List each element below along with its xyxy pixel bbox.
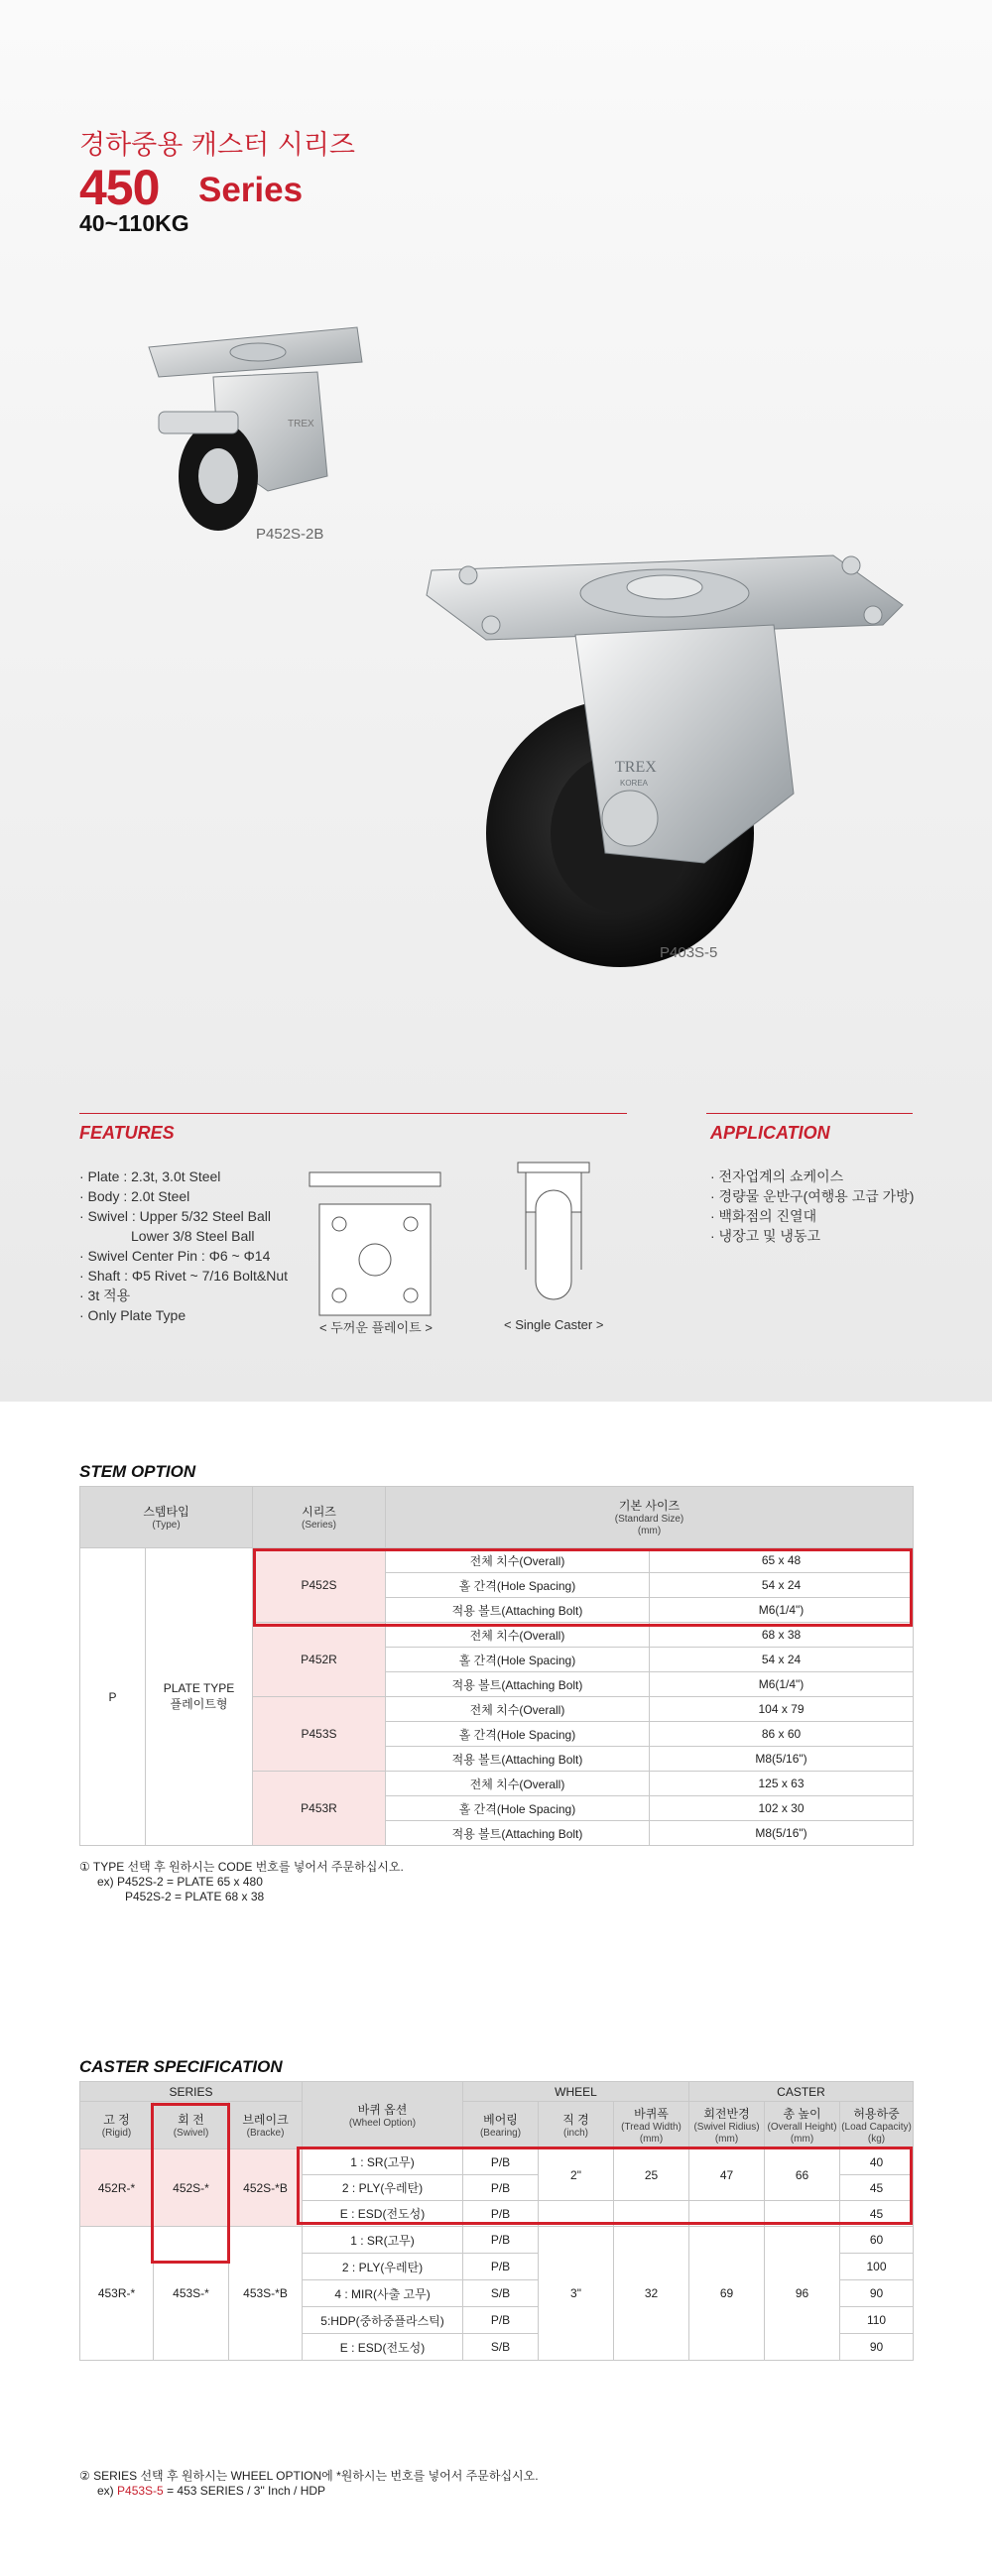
stem-size-header: 기본 사이즈 (Standard Size) (mm)	[386, 1487, 914, 1548]
stem-dimension-label: 적용 볼트(Attaching Bolt)	[386, 1821, 650, 1846]
feature-item: · Shaft : Φ5 Rivet ~ 7/16 Bolt&Nut	[79, 1268, 288, 1284]
brake-header: 브레이크 (Bracke)	[229, 2102, 303, 2149]
load-capacity-value: 40	[840, 2149, 914, 2175]
stem-series-code: P453R	[253, 1772, 386, 1846]
wheel-option: 2 : PLY(우레탄)	[303, 2254, 463, 2280]
stem-dimension-label: 전체 치수(Overall)	[386, 1548, 650, 1573]
bearing-value: P/B	[463, 2307, 539, 2334]
load-range: 40~110KG	[79, 210, 189, 236]
load-capacity-value: 100	[840, 2254, 914, 2280]
swivel-highlight-box	[151, 2103, 230, 2264]
feature-item: · Plate : 2.3t, 3.0t Steel	[79, 1168, 221, 1184]
stem-type-header: 스템타입 (Type)	[80, 1487, 253, 1548]
stem-dimension-label: 전체 치수(Overall)	[386, 1697, 650, 1722]
tread-value: 32	[614, 2227, 689, 2361]
feature-item: · Body : 2.0t Steel	[79, 1188, 190, 1204]
feature-item: · Only Plate Type	[79, 1307, 186, 1323]
load-capacity-value: 110	[840, 2307, 914, 2334]
application-item: · 경량물 운반구(여행용 고급 가방)	[710, 1188, 915, 1204]
plate-diagram-caption: < 두꺼운 플레이트 >	[319, 1320, 433, 1335]
stem-dimension-label: 적용 볼트(Attaching Bolt)	[386, 1672, 650, 1697]
stem-dimension-label: 전체 치수(Overall)	[386, 1772, 650, 1796]
stem-series-code: P453S	[253, 1697, 386, 1772]
application-item: · 냉장고 및 냉동고	[710, 1228, 820, 1244]
stem-dimension-label: 홀 간격(Hole Spacing)	[386, 1722, 650, 1747]
overall-height-value: 96	[765, 2227, 840, 2361]
page-subtitle: 경하중용 캐스터 시리즈	[79, 130, 355, 161]
stem-dimension-label: 전체 치수(Overall)	[386, 1623, 650, 1648]
load-capacity-value: 45	[840, 2201, 914, 2227]
series-group-header: SERIES	[80, 2082, 303, 2102]
caster-note: ② SERIES 선택 후 원하시는 WHEEL OPTION에 *원하시는 번호를 넣어서 주문하십시오. ex) P453S-5 = 453 SERIES / 3" Inch / HDP	[79, 2469, 539, 2498]
rigid-code: 453R-*	[80, 2227, 154, 2361]
swivel-radius-header: 회전반경 (Swivel Ridius) (mm)	[689, 2102, 765, 2149]
load-capacity-header: 허용하중 (Load Capacity) (kg)	[840, 2102, 914, 2149]
load-capacity-value: 60	[840, 2227, 914, 2254]
diameter-header: 직 경 (inch)	[539, 2102, 614, 2149]
stem-series-code: P452S	[253, 1548, 386, 1623]
brake-code: 453S-*B	[229, 2227, 303, 2361]
swivel-radius-value: 47	[689, 2149, 765, 2201]
swivel-code: 452S-*	[154, 2149, 229, 2227]
feature-item: · 3t 적용	[79, 1288, 131, 1303]
bearing-value: S/B	[463, 2334, 539, 2361]
series-word: Series	[198, 171, 304, 209]
application-heading: APPLICATION	[710, 1123, 830, 1143]
stem-series-header: 시리즈 (Series)	[253, 1487, 386, 1548]
stem-highlight-box	[253, 1548, 913, 1627]
stem-option-title: STEM OPTION	[79, 1462, 196, 1481]
wheel-option: 1 : SR(고무)	[303, 2227, 463, 2254]
stem-dimension-value: M6(1/4")	[650, 1672, 914, 1697]
diameter-value: 2"	[539, 2149, 614, 2201]
bearing-value: S/B	[463, 2280, 539, 2307]
stem-dimension-label: 적용 볼트(Attaching Bolt)	[386, 1747, 650, 1772]
overall-height-header: 총 높이 (Overall Height) (mm)	[765, 2102, 840, 2149]
stem-dimension-value: 102 x 30	[650, 1796, 914, 1821]
bearing-value: P/B	[463, 2149, 539, 2175]
small-caster-code: P452S-2B	[256, 526, 324, 543]
tread-header: 바퀴폭 (Tread Width) (mm)	[614, 2102, 689, 2149]
bearing-value: P/B	[463, 2175, 539, 2201]
rigid-header: 고 정 (Rigid)	[80, 2102, 154, 2149]
load-capacity-value: 45	[840, 2175, 914, 2201]
stem-dimension-value: 86 x 60	[650, 1722, 914, 1747]
stem-dimension-value: 125 x 63	[650, 1772, 914, 1796]
feature-item: · Swivel Center Pin : Φ6 ~ Φ14	[79, 1248, 271, 1264]
bearing-value: P/B	[463, 2201, 539, 2227]
brake-code: 452S-*B	[229, 2149, 303, 2227]
stem-dimension-label: 적용 볼트(Attaching Bolt)	[386, 1598, 650, 1623]
application-rule	[706, 1113, 913, 1114]
wheel-option-header: 바퀴 옵션 (Wheel Option)	[303, 2082, 463, 2149]
swivel-code: 453S-*	[154, 2227, 229, 2361]
swivel-radius-value: 69	[689, 2227, 765, 2361]
feature-item: Lower 3/8 Steel Ball	[131, 1228, 255, 1244]
large-brand-sub: KOREA	[620, 779, 649, 788]
bearing-value: P/B	[463, 2254, 539, 2280]
stem-dimension-value: 65 x 48	[650, 1548, 914, 1573]
wheel-option: 1 : SR(고무)	[303, 2149, 463, 2175]
small-caster-image	[119, 317, 377, 536]
stem-dimension-label: 홀 간격(Hole Spacing)	[386, 1648, 650, 1672]
single-caster-diagram	[514, 1161, 593, 1309]
large-caster-image	[407, 536, 923, 972]
thick-plate-diagram	[306, 1170, 444, 1329]
large-caster-code: P403S-5	[660, 944, 718, 961]
load-capacity-value: 90	[840, 2334, 914, 2361]
stem-dimension-value: 54 x 24	[650, 1648, 914, 1672]
load-capacity-value: 90	[840, 2280, 914, 2307]
stem-option-table	[79, 1486, 914, 1846]
wheel-option: E : ESD(전도성)	[303, 2201, 463, 2227]
bearing-value: P/B	[463, 2227, 539, 2254]
features-list	[79, 1166, 288, 1325]
large-brand-text: TREX	[615, 759, 657, 776]
features-rule	[79, 1113, 627, 1114]
features-heading: FEATURES	[79, 1123, 175, 1143]
caster-group-header: CASTER	[689, 2082, 914, 2102]
stem-dimension-value: 104 x 79	[650, 1697, 914, 1722]
caster-option-highlight-box	[297, 2147, 913, 2225]
wheel-option: 2 : PLY(우레탄)	[303, 2175, 463, 2201]
feature-item: · Swivel : Upper 5/32 Steel Ball	[79, 1208, 271, 1224]
caster-diagram-caption: < Single Caster >	[504, 1317, 604, 1332]
wheel-option: 5:HDP(중하중플라스틱)	[303, 2307, 463, 2334]
stem-dimension-value: 68 x 38	[650, 1623, 914, 1648]
wheel-option: E : ESD(전도성)	[303, 2334, 463, 2361]
stem-series-code: P452R	[253, 1623, 386, 1697]
stem-type-code: P	[80, 1548, 146, 1846]
wheel-option: 4 : MIR(사출 고무)	[303, 2280, 463, 2307]
application-list	[710, 1166, 914, 1246]
caster-spec-title: CASTER SPECIFICATION	[79, 2057, 283, 2076]
overall-height-value: 66	[765, 2149, 840, 2201]
bearing-header: 베어링 (Bearing)	[463, 2102, 539, 2149]
rigid-code: 452R-*	[80, 2149, 154, 2227]
tread-value: 25	[614, 2149, 689, 2201]
application-item: · 백화점의 진열대	[710, 1208, 817, 1224]
diameter-value: 3"	[539, 2227, 614, 2361]
wheel-group-header: WHEEL	[463, 2082, 689, 2102]
stem-dimension-label: 홀 간격(Hole Spacing)	[386, 1796, 650, 1821]
plate-type-cell: PLATE TYPE 플레이트형	[146, 1548, 253, 1846]
stem-dimension-label: 홀 간격(Hole Spacing)	[386, 1573, 650, 1598]
stem-dimension-value: M8(5/16")	[650, 1747, 914, 1772]
application-item: · 전자업계의 쇼케이스	[710, 1168, 844, 1184]
small-brand-text: TREX	[288, 419, 314, 429]
stem-dimension-value: 54 x 24	[650, 1573, 914, 1598]
swivel-header: 회 전 (Swivel)	[154, 2102, 229, 2149]
series-number: 450	[79, 160, 160, 215]
stem-dimension-value: M8(5/16")	[650, 1821, 914, 1846]
stem-note: ① TYPE 선택 후 원하시는 CODE 번호를 넣어서 주문하십시오. ex) P452S-2 = PLATE 65 x 480 P452S-2 = PLATE 68 x 38	[79, 1860, 404, 1903]
stem-dimension-value: M6(1/4")	[650, 1598, 914, 1623]
